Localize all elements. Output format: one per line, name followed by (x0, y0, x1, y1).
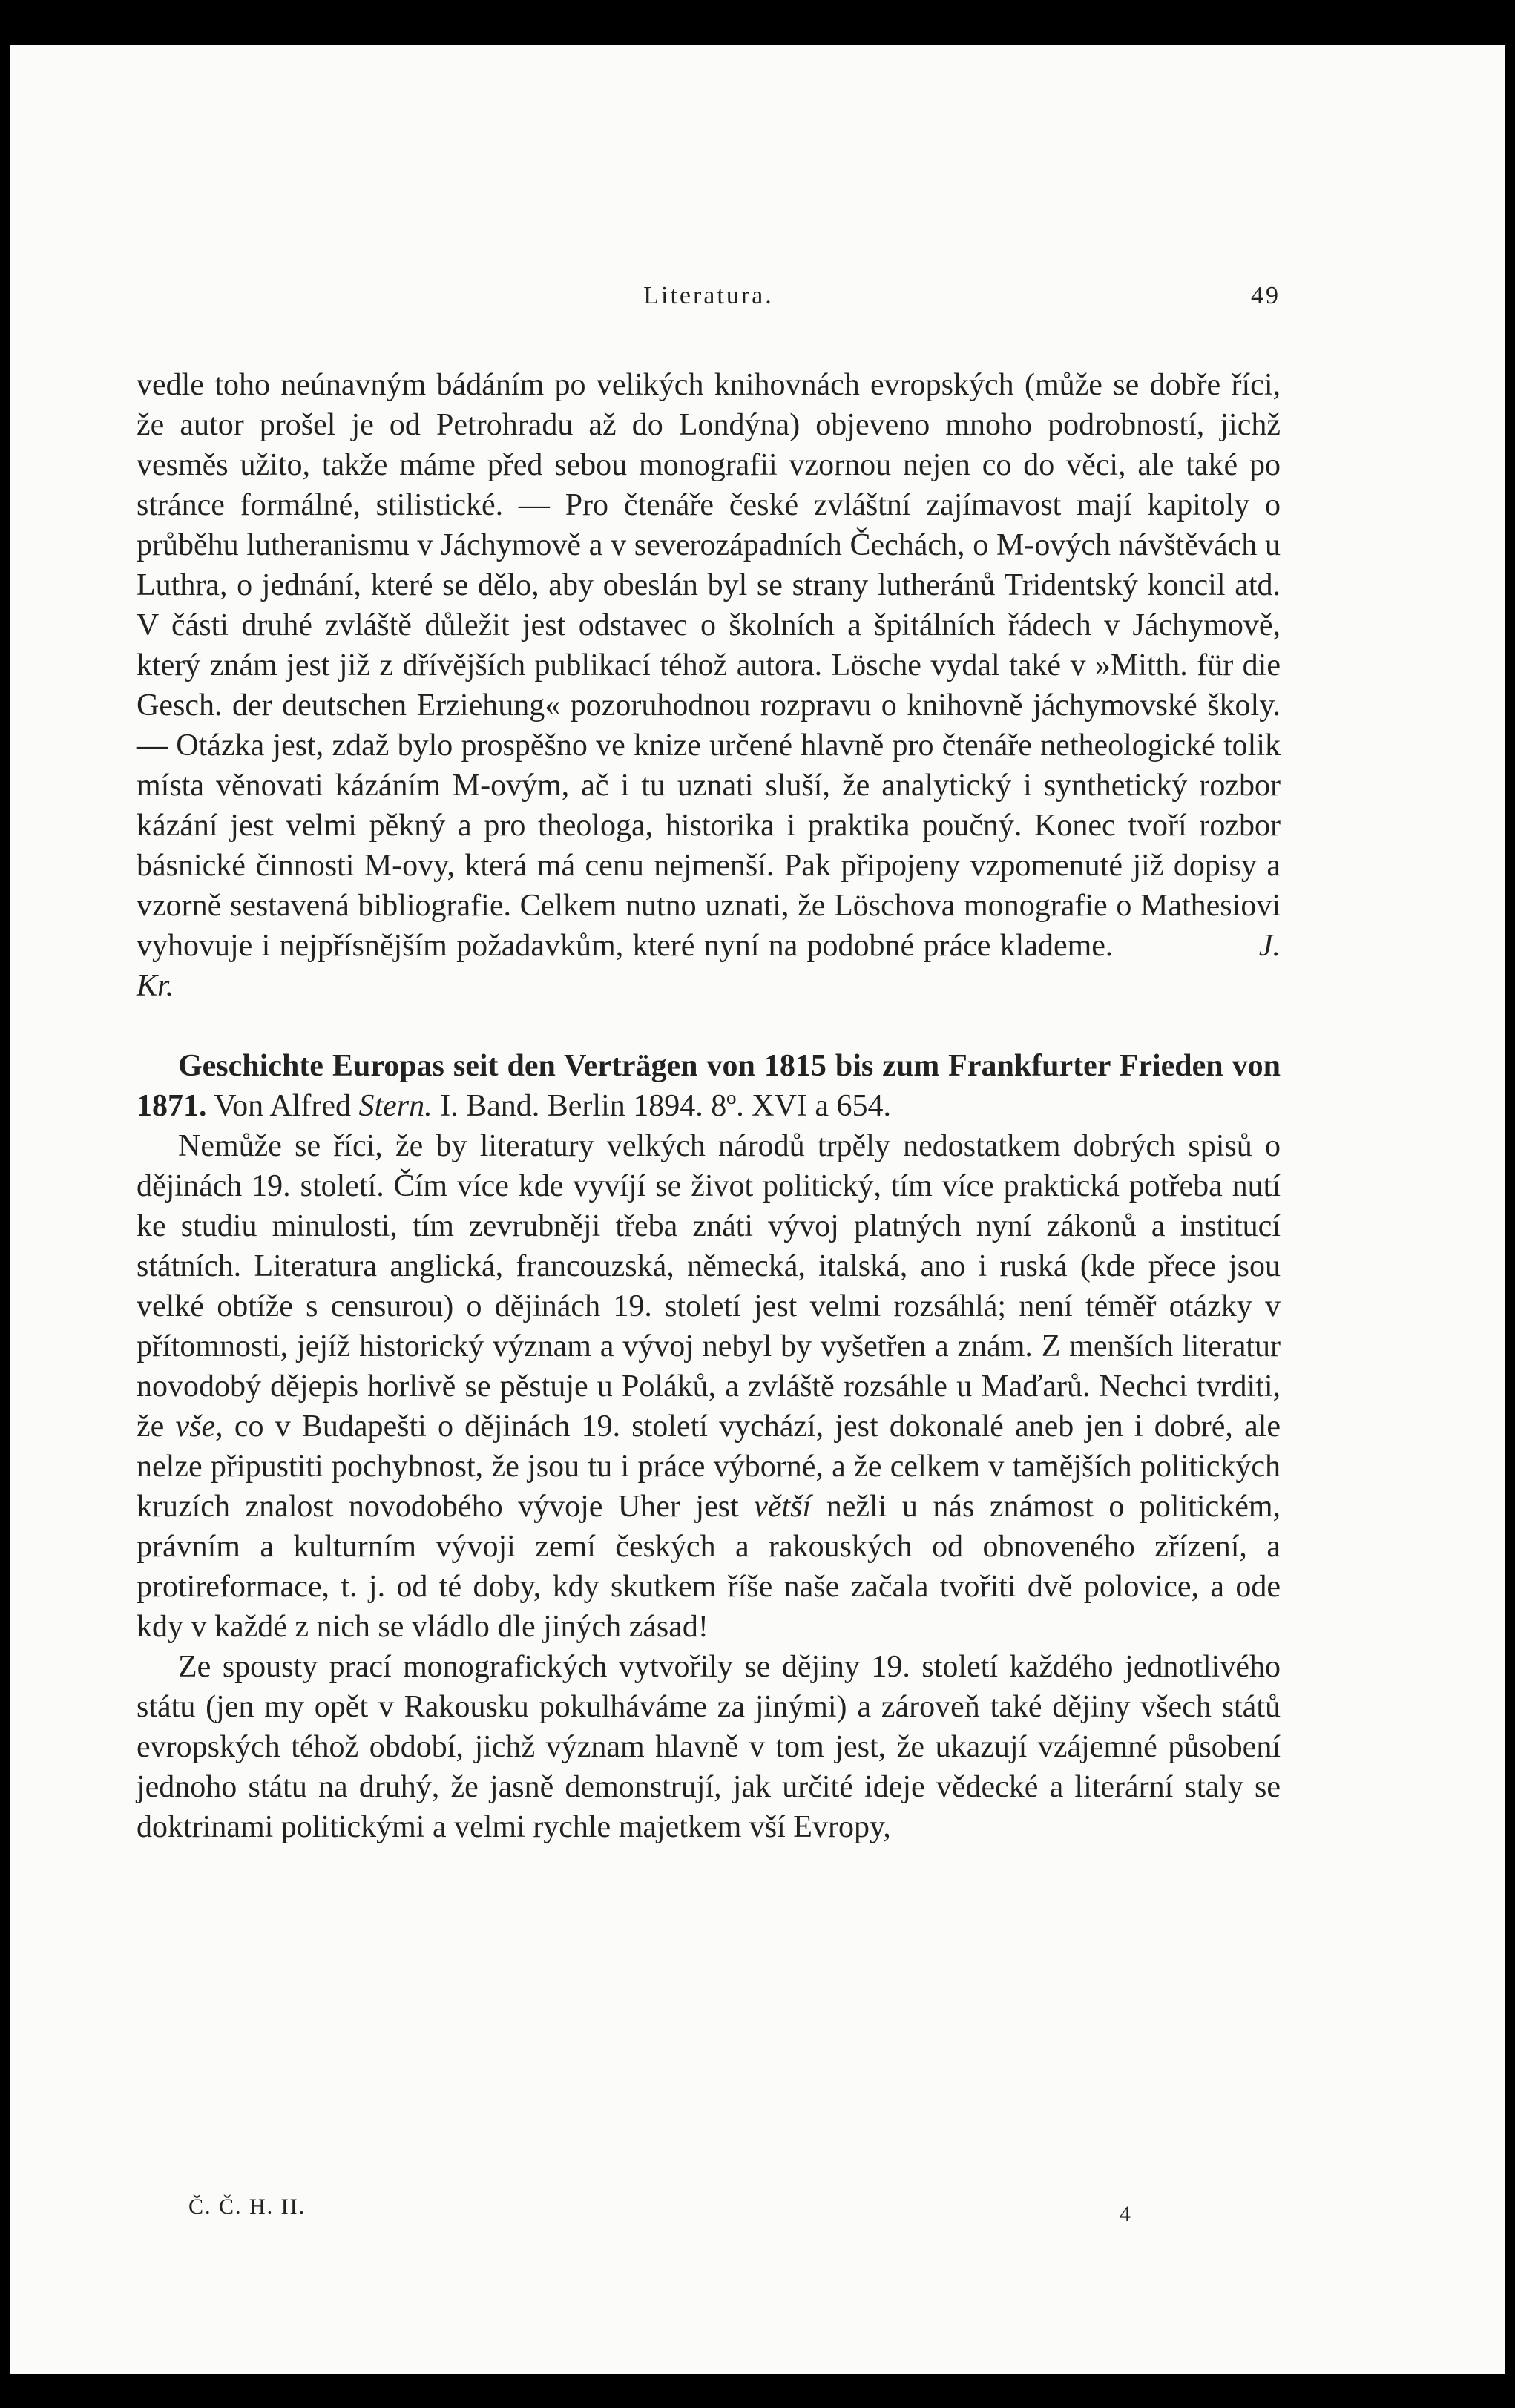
paragraph-text: Nemůže se říci, že by literatury velkých národů trpěly nedostatkem dobrých spisů o dějinách 19. století. Čím více kde vyvíjí se život politický, tím více praktická potřeba nutí ke studiu minulosti, tím zevrubněji třeba znáti vývoj platných nyní zákonů a institucí státních. Literatura anglická, francouzská, německá, italská, ano i ruská (kde přece jsou velké obtíže s censurou) o dějinách 19. století jest velmi rozsáhlá; není téměř otázky v přítomnosti, jejíž historický význam a vývoj nebyl by vyšetřen a znám. Z menších literatur novodobý dějepis horlivě se pěstuje u Poláků, a zvláště rozsáhle u Maďarů. Nechci tvrditi, že (137, 1129, 1281, 1444)
reviewer-signature: J. Kr. (137, 929, 1281, 1003)
emphasis: větší (754, 1490, 812, 1524)
review-heading (137, 1046, 1281, 1126)
paragraph-spacer (1123, 929, 1250, 963)
page-number: 49 (1251, 282, 1281, 309)
review-meta-suffix: I. Band. Berlin 1894. 8º. XVI a 654. (440, 1089, 892, 1123)
page-sheet (10, 45, 1505, 2374)
running-head (137, 282, 1281, 326)
paragraph-text: co v Budapešti o dějinách 19. století vychází, jest dokonalé aneb jen i dobré, ale nelze připustiti pochybnost, že jsou tu i práce výborné, a že celkem v tamějších politických kruzích znalost novodobého vývoje Uher jest (137, 1409, 1281, 1524)
running-title: Literatura. (643, 282, 774, 309)
body-text (137, 365, 1281, 1847)
review-title: Geschichte Europas seit den Verträgen von 1815 bis zum Frankfurter Frieden von 1871. (137, 1049, 1281, 1123)
review-meta-prefix: Von Alfred (214, 1089, 351, 1123)
emphasis: vše, (175, 1409, 223, 1444)
page-footer (137, 2194, 1281, 2231)
paragraph (137, 365, 1281, 1006)
paragraph (137, 1647, 1281, 1847)
paragraph (137, 1126, 1281, 1647)
paragraph-text: Ze spousty prací monografických vytvořily se dějiny 19. století každého jednotlivého státu (jen my opět v Rakousku pokulháváme za jinými) a zároveň také dějiny všech států evropských téhož období, jichž význam hlavně v tom jest, že ukazují vzájemné působení jednoho státu na druhý, že jasně demonstrují, jak určité ideje vědecké a literární staly se doktrinami politickými a velmi rychle majetkem vší Evropy, (137, 1650, 1281, 1844)
sheet-number: 4 (1120, 2202, 1132, 2226)
paragraph-text: vedle toho neúnavným bádáním po velikých knihovnách evropských (může se dobře říci, že autor prošel je od Petrohradu až do Londýna) objeveno mnoho podrobností, jichž vesměs užito, takže máme před sebou monografii vzornou nejen co do věci, ale také po stránce formálné, stilistické. — Pro čtenáře české zvláštní zajímavost mají kapitoly o průběhu lutheranismu v Jáchymově a v severozápadních Čechách, o M-ových návštěvách u Luthra, o jednání, které se dělo, aby obeslán byl se strany lutheránů Tridentský koncil atd. V části druhé zvláště důležit jest odstavec o školních a špitálních řádech v Jáchymově, který znám jest již z dřívějších publikací téhož autora. Lösche vydal také v »Mitth. für die Gesch. der deutschen Erziehung« pozoruhodnou rozpravu o knihovně jáchymovské školy. — Otázka jest, zdaž bylo prospěšno ve knize určené hlavně pro čtenáře netheologické tolik místa věnovati kázáním M-ovým, ač i tu uznati sluší, že analytický i synthetický rozbor kázání jest velmi pěkný a pro theologa, historika i praktika poučný. Konec tvoří rozbor básnické činnosti M-ovy, která má cenu nejmenší. Pak připojeny vzpomenuté již dopisy a vzorně sestavená bibliografie. Celkem nutno uznati, že Löschova monografie o Mathesiovi vyhovuje i nejpřísnějším požadavkům, které nyní na podobné práce klademe. (137, 368, 1281, 963)
review-author: Stern. (358, 1089, 433, 1123)
paragraph-text: nežli u nás známost o politickém, právním a kulturním vývoji zemí českých a rakouských od obnoveného zřízení, a protireformace, t. j. od té doby, kdy skutkem říše naše začala tvořiti dvě polovice, a ode kdy v každé z nich se vládlo dle jiných zásad! (137, 1490, 1281, 1644)
signature-mark: Č. Č. H. II. (188, 2194, 306, 2219)
